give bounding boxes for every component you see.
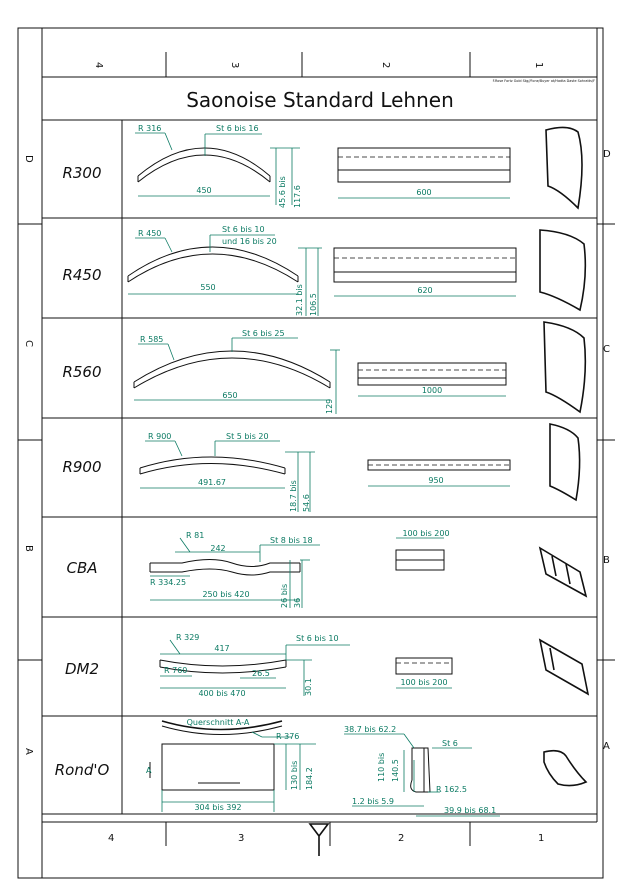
dm2-inner-2: 26.5 (252, 669, 270, 678)
r560-thickness: St 6 bis 25 (242, 329, 285, 338)
grid-row-label: C (603, 344, 610, 355)
rondo-detail-thickness: St 6 (442, 739, 458, 748)
grid-row-label: D (23, 155, 34, 163)
center-mark-icon (310, 824, 328, 856)
grid-col-label: 1 (533, 62, 544, 69)
grid-row-label: B (603, 555, 610, 566)
grid-col-label: 2 (398, 833, 405, 844)
r300-iso-view (546, 127, 582, 208)
r450-thickness: St 6 bis 10 (222, 225, 265, 234)
rondo-section-label: Querschnitt A-A (186, 718, 250, 727)
cba-iso-view (540, 548, 586, 596)
r450-profile (128, 235, 322, 316)
rondo-section-mark: A (146, 766, 152, 775)
cba-side-view (396, 538, 444, 570)
grid-col-label: 3 (238, 833, 245, 844)
rondo-detail-top: 38.7 bis 62.2 (344, 725, 397, 734)
r300-thickness: St 6 bis 16 (216, 124, 259, 133)
grid-row-label: B (23, 545, 34, 552)
r300-height-2: 117.6 (293, 185, 302, 208)
grid-col-label: 3 (229, 62, 240, 69)
r450-arc-width: 550 (200, 283, 216, 292)
grid-col-label: 4 (108, 833, 115, 844)
r560-height-1: 129 (325, 398, 334, 414)
r450-height-1: 32.1 bis (295, 284, 304, 316)
grid-row-label: D (603, 149, 611, 160)
row-label-rondo: Rond'O (54, 761, 110, 779)
row-label-r450: R450 (62, 266, 102, 284)
row-label-dm2: DM2 (64, 660, 100, 678)
row-label-r900: R900 (62, 458, 102, 476)
rondo-arc-width: 304 bis 392 (194, 803, 242, 812)
r900-height-1: 18.7 bis (289, 480, 298, 512)
r450-iso-view (540, 230, 585, 310)
r900-height-2: 54.6 (302, 494, 311, 512)
dm2-length: 100 bis 200 (400, 678, 448, 687)
dm2-radius-2: R 760 (164, 666, 188, 675)
row-label-r560: R560 (62, 363, 102, 381)
rondo-iso-view (544, 751, 586, 786)
r560-profile (134, 338, 340, 414)
cba-arc-width: 250 bis 420 (202, 590, 250, 599)
r300-profile (135, 133, 300, 205)
dm2-thickness: St 6 bis 10 (296, 634, 339, 643)
r560-length: 1000 (421, 386, 443, 395)
cba-length: 100 bis 200 (402, 529, 450, 538)
grid-row-label: C (23, 340, 34, 347)
dm2-inner: 417 (214, 644, 230, 653)
rondo-detail-h1: 110 bis (377, 752, 386, 782)
dm2-arc-width: 400 bis 470 (198, 689, 246, 698)
cba-radius: R 81 (186, 531, 205, 540)
rondo-detail-width: 39.9 bis 68.1 (444, 806, 497, 815)
r450-thickness-2: und 16 bis 20 (222, 237, 277, 246)
dm2-height-1: 30.1 (304, 678, 313, 696)
grid-row-label: A (603, 741, 610, 752)
dm2-profile (160, 640, 350, 696)
r900-length: 950 (428, 476, 444, 485)
cba-height-2: 36 (293, 597, 302, 608)
sheet-frame (18, 28, 603, 878)
grid-col-label: 4 (93, 62, 104, 69)
grid-col-label: 1 (538, 833, 545, 844)
r900-iso-view (550, 424, 580, 500)
r300-radius: R 316 (138, 124, 162, 133)
r300-height-1: 45.6 bis (278, 176, 287, 208)
cba-inner: 242 (210, 544, 226, 553)
r300-arc-width: 450 (196, 186, 212, 195)
title-block-note: F.Rose Fortz Gold Stg//Fone/Buyer at/Hadta Daste Sohratts/F (492, 79, 595, 83)
r560-arc-width: 650 (222, 391, 238, 400)
r900-arc-width: 491.67 (198, 478, 226, 487)
grid-row-label: A (23, 748, 34, 755)
rondo-detail-radius: R 162.5 (436, 785, 468, 794)
grid-col-label: 2 (380, 62, 391, 69)
r450-radius: R 450 (138, 229, 162, 238)
cba-height-1: 26 bis (280, 583, 289, 608)
r450-height-2: 106.5 (309, 293, 318, 316)
rondo-radius: R 376 (276, 732, 300, 741)
r900-radius: R 900 (148, 432, 172, 441)
rondo-height-2: 184.2 (305, 767, 314, 790)
drawing-title: Saonoise Standard Lehnen (186, 88, 454, 112)
rondo-detail-bottom: 1.2 bis 5.9 (352, 797, 394, 806)
r560-radius: R 585 (140, 335, 164, 344)
r300-length: 600 (416, 188, 432, 197)
dm2-radius: R 329 (176, 633, 200, 642)
rondo-detail-h2: 140.5 (391, 759, 400, 782)
row-label-r300: R300 (62, 164, 102, 182)
r560-iso-view (544, 322, 585, 412)
r900-thickness: St 5 bis 20 (226, 432, 269, 441)
r450-length: 620 (417, 286, 433, 295)
dm2-iso-view (540, 640, 588, 694)
rondo-height-1: 130 bis (290, 760, 299, 790)
cba-radius-2: R 334.25 (150, 578, 187, 587)
row-label-cba: CBA (66, 559, 98, 577)
cba-thickness: St 8 bis 18 (270, 536, 313, 545)
